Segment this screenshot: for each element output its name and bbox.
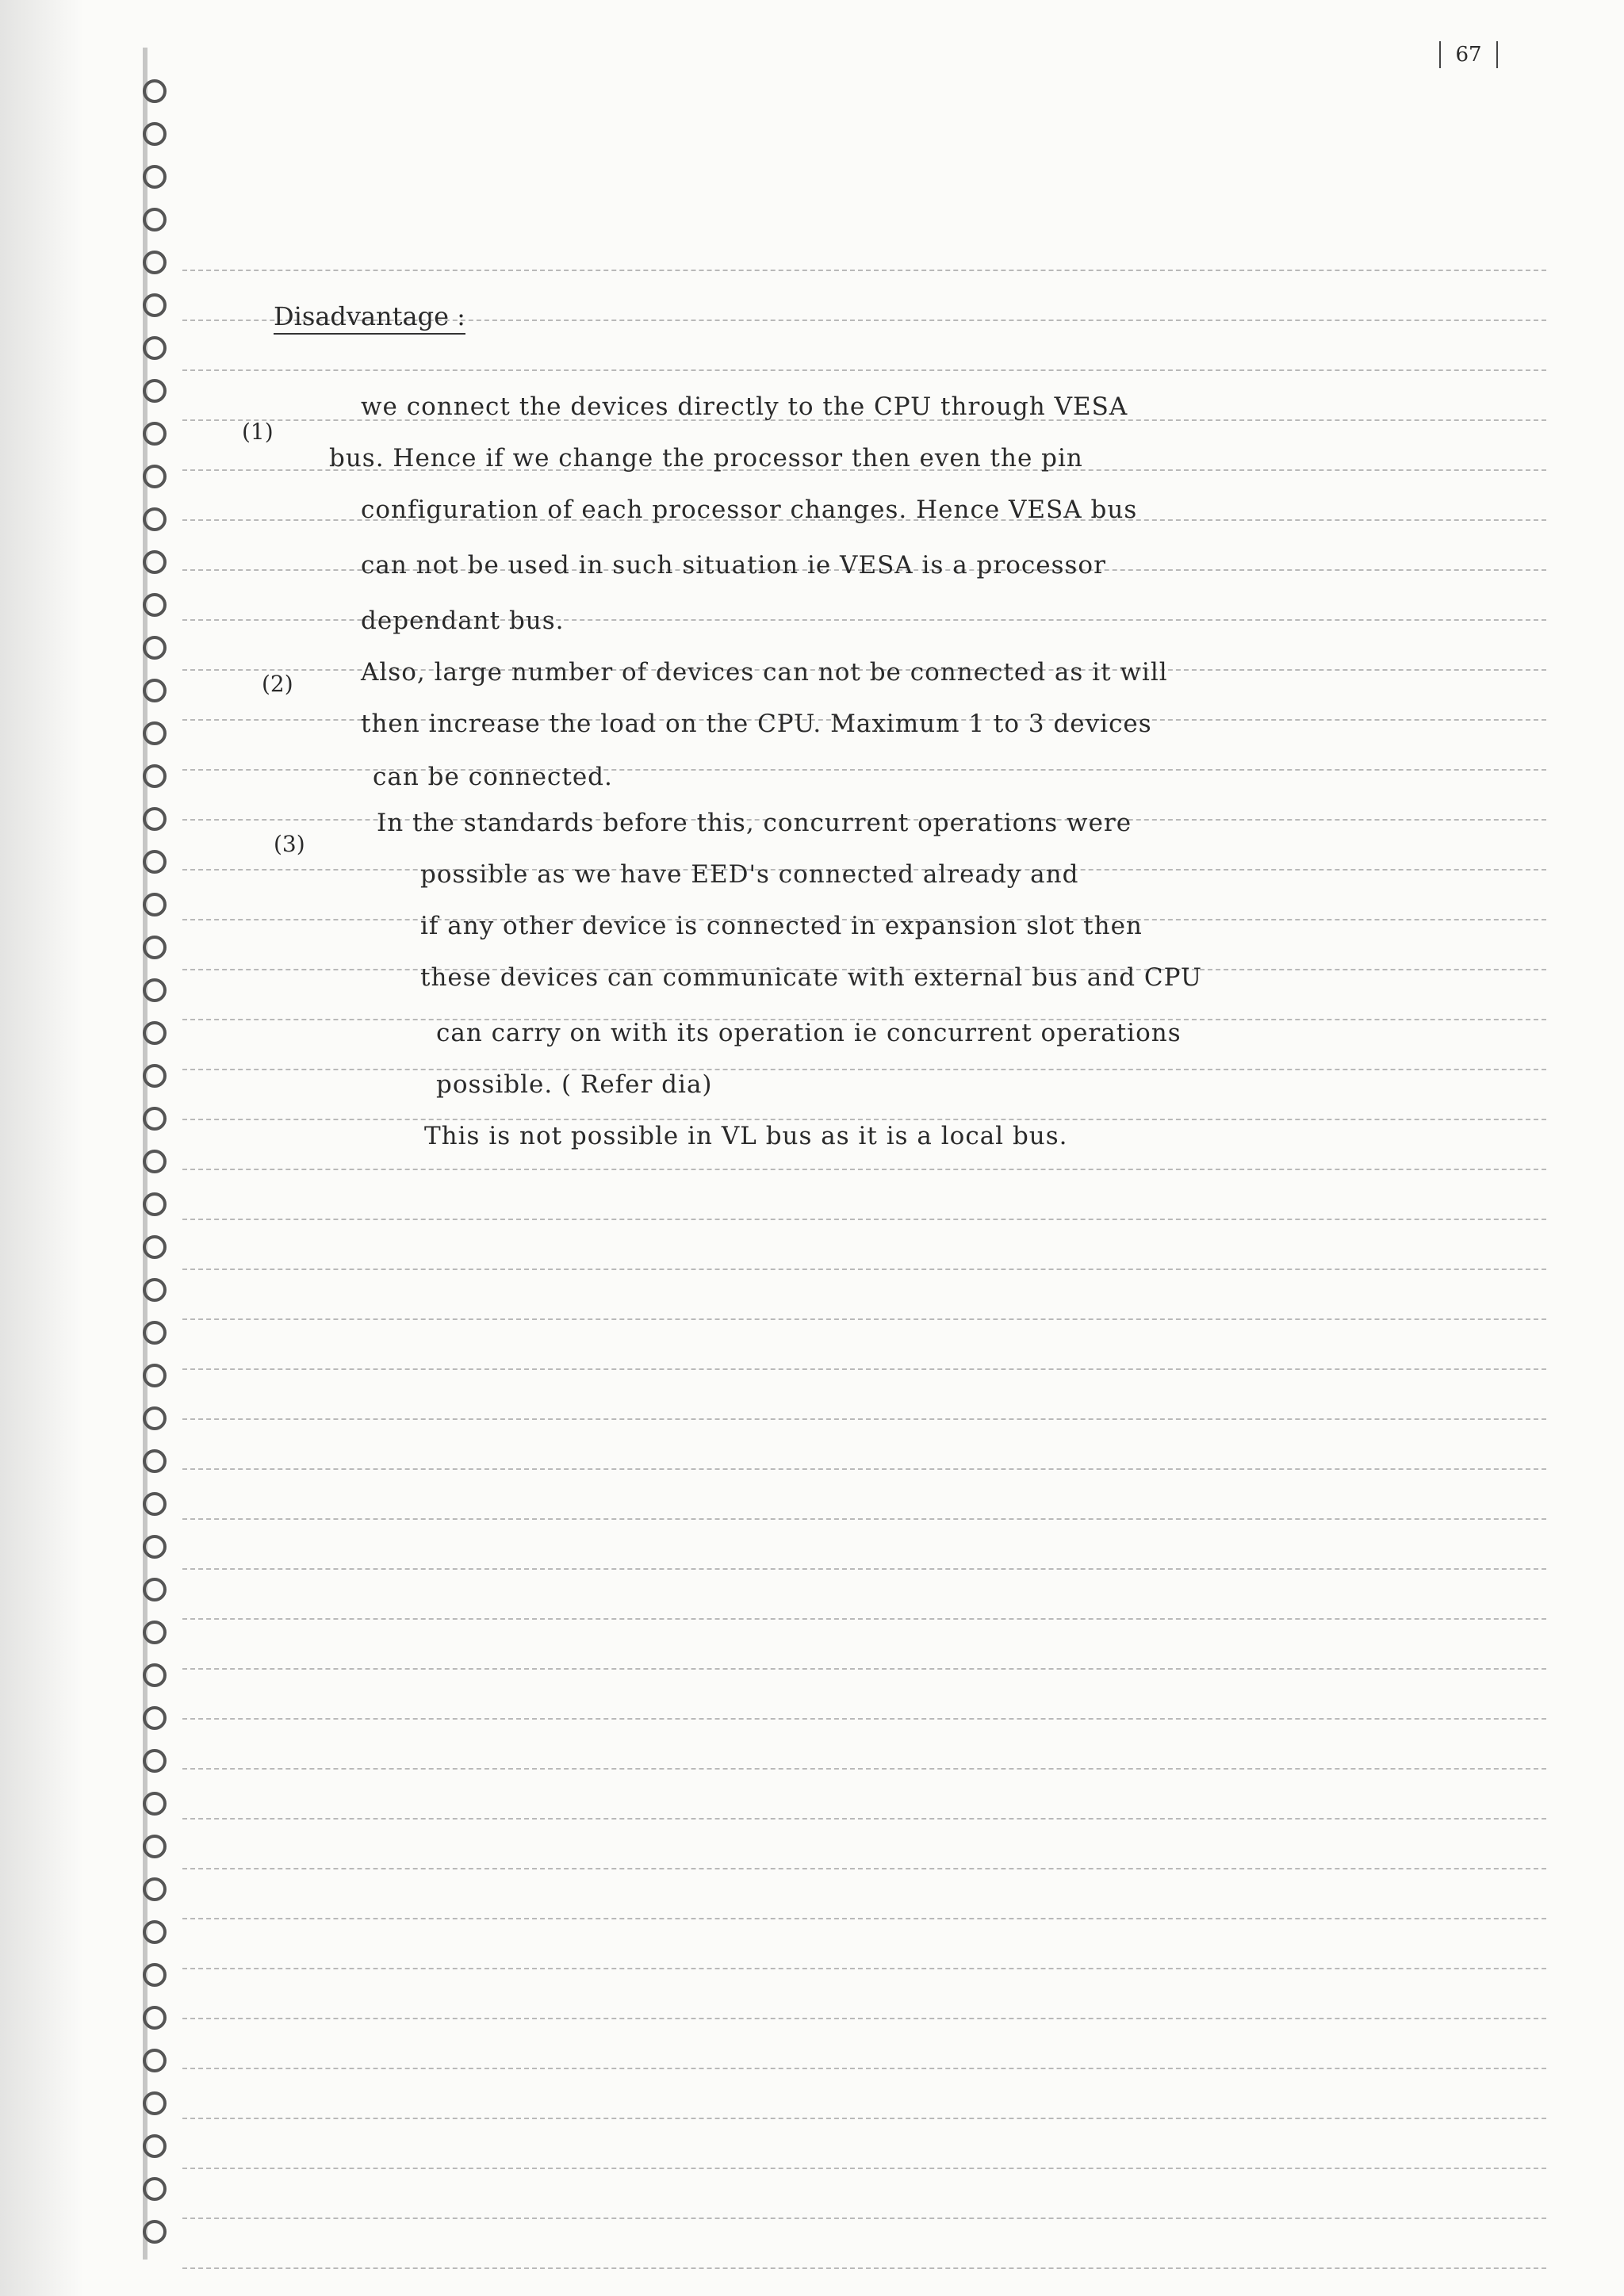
- scan-shadow: [0, 0, 119, 2296]
- text-line: bus. Hence if we change the processor then even the pin: [329, 444, 1083, 473]
- binding-ring: [143, 2177, 167, 2201]
- text-line: can be connected.: [373, 763, 613, 791]
- binding-ring: [143, 1150, 167, 1173]
- binding-ring: [143, 465, 167, 488]
- binding-ring: [143, 293, 167, 317]
- item-marker: (3): [274, 831, 305, 857]
- binding-ring: [143, 550, 167, 574]
- text-line: Also, large number of devices can not be connected as it will: [361, 658, 1168, 687]
- binding-ring: [143, 1064, 167, 1088]
- binding-ring: [143, 936, 167, 959]
- ruled-line: [182, 1318, 1546, 1320]
- binding-ring: [143, 893, 167, 916]
- spiral-binding: [127, 55, 174, 2275]
- binding-ring: [143, 507, 167, 531]
- binding-ring: [143, 1792, 167, 1816]
- text-line: dependant bus.: [361, 607, 565, 635]
- binding-ring: [143, 1107, 167, 1131]
- ruled-line: [182, 1368, 1546, 1370]
- item-marker: (1): [242, 419, 274, 445]
- binding-ring: [143, 636, 167, 660]
- binding-ring: [143, 79, 167, 103]
- text-line: In the standards before this, concurrent operations were: [377, 809, 1132, 837]
- binding-ring: [143, 593, 167, 617]
- binding-ring: [143, 764, 167, 788]
- text-line: possible as we have EED's connected already and: [420, 860, 1079, 889]
- binding-ring: [143, 122, 167, 146]
- binding-ring: [143, 1835, 167, 1858]
- text-line: possible. ( Refer dia): [436, 1070, 713, 1099]
- binding-ring: [143, 165, 167, 189]
- ruled-line: [182, 1718, 1546, 1720]
- binding-ring: [143, 2091, 167, 2115]
- ruled-line: [182, 1119, 1546, 1120]
- ruled-line: [182, 1169, 1546, 1170]
- binding-ring: [143, 422, 167, 446]
- binding-ring: [143, 1663, 167, 1687]
- text-line: can not be used in such situation ie VESA is a processor: [361, 551, 1106, 580]
- ruled-line: [182, 1069, 1546, 1070]
- binding-ring: [143, 379, 167, 403]
- ruled-line: [182, 1618, 1546, 1620]
- ruled-line: [182, 1968, 1546, 1969]
- binding-ring: [143, 850, 167, 874]
- binding-ring: [143, 1706, 167, 1730]
- binding-ring: [143, 1749, 167, 1773]
- binding-ring: [143, 1492, 167, 1516]
- binding-ring: [143, 1235, 167, 1259]
- binding-ring: [143, 679, 167, 702]
- binding-ring: [143, 1278, 167, 1302]
- page-number: 67: [1439, 41, 1498, 68]
- binding-ring: [143, 2049, 167, 2072]
- ruled-line: [182, 270, 1546, 271]
- binding-ring: [143, 1192, 167, 1216]
- binding-ring: [143, 1364, 167, 1387]
- text-line: can carry on with its operation ie concurrent operations: [436, 1019, 1182, 1047]
- ruled-line: [182, 1269, 1546, 1270]
- text-line: we connect the devices directly to the CPU through VESA: [361, 392, 1128, 421]
- item-marker: (2): [262, 671, 293, 697]
- ruled-line: [182, 2168, 1546, 2169]
- binding-ring: [143, 2006, 167, 2030]
- ruled-line: [182, 1768, 1546, 1770]
- ruled-line: [182, 1219, 1546, 1220]
- binding-ring: [143, 1021, 167, 1045]
- binding-ring: [143, 721, 167, 745]
- binding-ring: [143, 1578, 167, 1601]
- ruled-line: [182, 1818, 1546, 1820]
- ruled-line: [182, 2018, 1546, 2019]
- ruled-line: [182, 1468, 1546, 1470]
- binding-ring: [143, 1449, 167, 1473]
- ruled-line: [182, 2118, 1546, 2119]
- binding-ring: [143, 1621, 167, 1644]
- text-line: if any other device is connected in expansion slot then: [420, 912, 1143, 940]
- binding-ring: [143, 1535, 167, 1559]
- binding-ring: [143, 2134, 167, 2158]
- ruled-line: [182, 1518, 1546, 1520]
- ruled-line: [182, 2267, 1546, 2269]
- text-line: configuration of each processor changes. Hence VESA bus: [361, 496, 1138, 524]
- binding-ring: [143, 2220, 167, 2244]
- binding-ring: [143, 1406, 167, 1430]
- binding-ring: [143, 336, 167, 360]
- section-heading: Disadvantage :: [274, 301, 465, 335]
- ruled-line: [182, 2218, 1546, 2219]
- binding-ring: [143, 978, 167, 1002]
- text-line: This is not possible in VL bus as it is a local bus.: [424, 1122, 1068, 1150]
- binding-ring: [143, 1321, 167, 1345]
- binding-ring: [143, 807, 167, 831]
- ruled-line: [182, 369, 1546, 371]
- binding-ring: [143, 251, 167, 274]
- text-line: then increase the load on the CPU. Maximum 1 to 3 devices: [361, 710, 1152, 738]
- text-line: these devices can communicate with external bus and CPU: [420, 963, 1203, 992]
- binding-ring: [143, 1877, 167, 1901]
- ruled-line: [182, 1418, 1546, 1420]
- binding-ring: [143, 208, 167, 232]
- ruled-line: [182, 2068, 1546, 2069]
- ruled-line: [182, 1568, 1546, 1570]
- binding-ring: [143, 1920, 167, 1944]
- ruled-line: [182, 1668, 1546, 1670]
- binding-ring: [143, 1963, 167, 1987]
- ruled-line: [182, 1918, 1546, 1919]
- ruled-line: [182, 1868, 1546, 1869]
